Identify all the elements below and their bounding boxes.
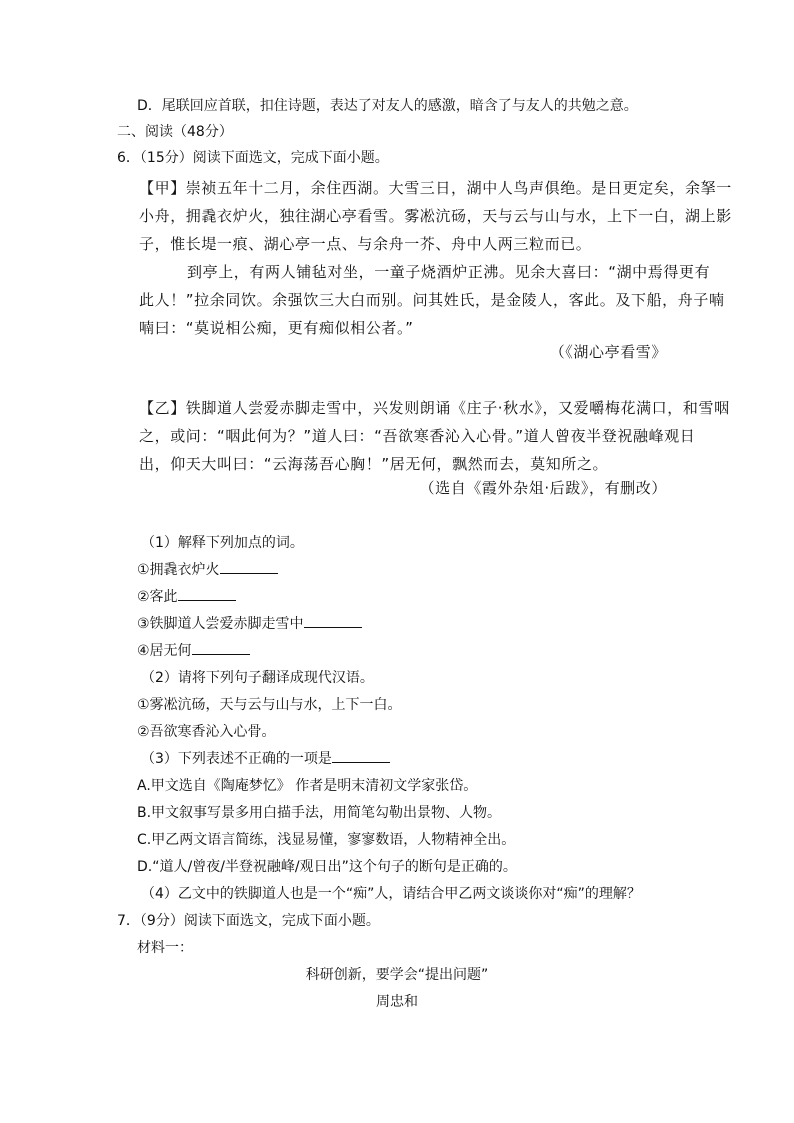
question-line	[137, 560, 278, 580]
section-heading: 二、阅读（48分）	[117, 124, 233, 140]
article-author: 周忠和	[376, 994, 418, 1010]
answer-blank[interactable]	[178, 588, 236, 601]
article-title: 科研创新，要学会“提出问题”	[305, 967, 489, 983]
item-text: ①拥毳衣炉火	[137, 562, 220, 578]
question-line: （1）解释下列加点的词。	[141, 535, 304, 551]
item-text: ③铁脚道人尝爱赤脚走雪中	[137, 616, 304, 632]
question-line	[137, 641, 250, 661]
question-line	[137, 614, 362, 634]
option-c: C.甲乙两文语言简练，浅显易懂，寥寥数语，人物精神全出。	[137, 832, 516, 848]
item-text: （3）下列表述不正确的一项是	[141, 751, 332, 767]
question-line: （2）请将下列句子翻译成现代汉语。	[141, 670, 374, 686]
passage-line: 此人！”拉余同饮。余强饮三大白而别。问其姓氏，是金陵人，客此。及下船，舟子喃	[139, 291, 725, 309]
answer-blank[interactable]	[304, 615, 362, 628]
question-line: ②吾欲寒香沁入心骨。	[137, 724, 276, 740]
option-d-line: D．尾联回应首联，扣住诗题，表达了对友人的感激，暗含了与友人的共勉之意。	[137, 98, 638, 114]
passage-line: 之，或问：“咽此何为？”道人曰：“吾欲寒香沁入心骨。”道人曾夜半登祝融峰观日	[139, 427, 696, 445]
material-label: 材料一：	[137, 940, 193, 956]
question-7-heading: 7．（9分）阅读下面选文，完成下面小题。	[117, 913, 380, 929]
question-line: ①雾凇沆砀，天与云与山与水，上下一白。	[137, 697, 402, 713]
passage-line: 【乙】铁脚道人尝爱赤脚走雪中，兴发则朗诵《庄子·秋水》，又爱嚼梅花满口，和雪咽	[139, 399, 730, 417]
option-d: D.“道人/曾夜/半登祝融峰/观日出”这个句子的断句是正确的。	[137, 859, 517, 875]
item-text: ②客此	[137, 589, 178, 605]
passage-line: 子，惟长堤一痕、湖心亭一点、与余舟一芥、舟中人两三粒而已。	[139, 235, 592, 253]
question-6-heading: 6．（15分）阅读下面选文，完成下面小题。	[117, 150, 389, 166]
answer-blank[interactable]	[192, 642, 250, 655]
question-line	[141, 749, 390, 769]
passage-line: 【甲】崇祯五年十二月，余住西湖。大雪三日，湖中人鸟声俱绝。是日更定矣，余拏一	[139, 179, 732, 197]
passage-line: 喃曰：“莫说相公痴，更有痴似相公者。”	[139, 319, 414, 337]
passage-source: （《湖心亭看雪》	[549, 343, 667, 361]
passage-line: 小舟，拥毳衣炉火，独往湖心亭看雪。雾凇沆砀，天与云与山与水，上下一白，湖上影	[139, 207, 732, 225]
passage-line: 到亭上，有两人铺毡对坐，一童子烧酒炉正沸。见余大喜曰：“湖中焉得更有	[187, 263, 711, 281]
passage-line: 出，仰天大叫曰：“云海荡吾心胸！”居无何，飘然而去，莫知所之。	[139, 455, 609, 473]
answer-blank[interactable]	[332, 750, 390, 763]
option-b: B.甲文叙事写景多用白描手法，用简笔勾勒出景物、人物。	[137, 805, 502, 821]
item-text: ④居无何	[137, 643, 192, 659]
answer-blank[interactable]	[220, 561, 278, 574]
question-line	[137, 587, 236, 607]
option-a: A.甲文选自《陶庵梦忆》 作者是明末清初文学家张岱。	[137, 778, 478, 794]
passage-source: （选自《霞外杂俎·后跋》，有删改）	[419, 479, 667, 497]
sub-question-4: （4）乙文中的铁脚道人也是一个“痴”人，请结合甲乙两文谈谈你对“痴”的理解？	[141, 886, 641, 902]
